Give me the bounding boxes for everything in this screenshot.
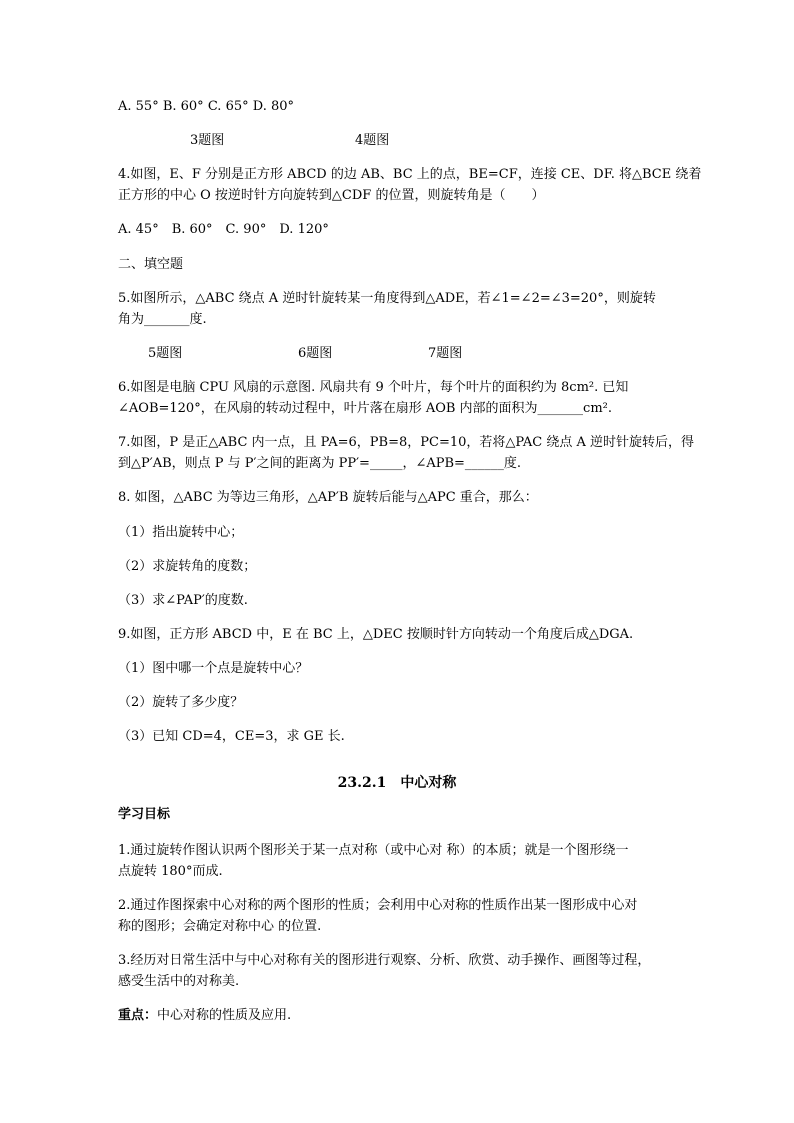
q5-line1: 5.如图所示，△ABC 绕点 A 逆时针旋转某一角度得到△ADE，若∠1=∠2=∠3=20°，则旋转 xyxy=(118,291,656,306)
q7-line1: 7.如图，P 是正△ABC 内一点，且 PA=6，PB=8，PC=10，若将△PAC 绕点 A 逆时针旋转后，得 xyxy=(118,435,695,450)
objective-3-line2: 感受生活中的对称美. xyxy=(118,974,240,989)
q8-sub1: （1）指出旋转中心； xyxy=(118,525,244,540)
key-point xyxy=(118,1007,291,1025)
q4-line1: 4.如图，E、F 分别是正方形 ABCD 的边 AB、BC 上的点，BE=CF，连接 CE、DF. 将△BCE 绕着 xyxy=(118,167,702,182)
objectives-heading: 学习目标 xyxy=(118,807,171,822)
q6-line2: ∠AOB=120°，在风扇的转动过程中，叶片落在扇形 AOB 内部的面积为_______cm². xyxy=(118,401,613,416)
figure-label-7: 7题图 xyxy=(428,346,463,361)
q8-sub3: （3）求∠PAP′的度数. xyxy=(118,593,248,608)
key-point-label: 重点： xyxy=(118,1008,158,1023)
q4-options: A. 45° B. 60° C. 90° D. 120° xyxy=(118,222,329,237)
section-fill-in-heading: 二、填空题 xyxy=(118,257,184,272)
q9-sub2: （2）旋转了多少度？ xyxy=(118,695,244,710)
objective-1-line1: 1.通过旋转作图认识两个图形关于某一点对称（或中心对 称）的本质；就是一个图形绕一 xyxy=(118,843,629,858)
figure-label-6: 6题图 xyxy=(298,346,333,361)
objective-2-line2: 称的图形；会确定对称中心 的位置. xyxy=(118,919,322,934)
objective-3-line1: 3.经历对日常生活中与中心对称有关的图形进行观察、分析、欣赏、动手操作、画图等过程， xyxy=(118,953,651,968)
q6-line1: 6.如图是电脑 CPU 风扇的示意图. 风扇共有 9 个叶片，每个叶片的面积约为 8cm². 已知 xyxy=(118,380,629,395)
objective-1-line2: 点旋转 180°而成. xyxy=(118,864,223,879)
figure-label-3: 3题图 xyxy=(190,133,225,148)
q8-sub2: （2）求旋转角的度数； xyxy=(118,559,257,574)
q8-line1: 8. 如图，△ABC 为等边三角形，△AP′B 旋转后能与△APC 重合，那么： xyxy=(118,490,538,505)
figure-label-4: 4题图 xyxy=(355,133,390,148)
q9-sub1: （1）图中哪一个点是旋转中心？ xyxy=(118,661,309,676)
q9-line1: 9.如图，正方形 ABCD 中，E 在 BC 上，△DEC 按顺时针方向转动一个角度后成△DGA. xyxy=(118,627,634,642)
q9-sub3: （3）已知 CD=4，CE=3，求 GE 长. xyxy=(118,729,345,744)
q4-line2: 正方形的中心 O 按逆时针方向旋转到△CDF 的位置，则旋转角是（ ） xyxy=(118,188,545,203)
figure-label-5: 5题图 xyxy=(148,346,183,361)
objective-2-line1: 2.通过作图探索中心对称的两个图形的性质；会利用中心对称的性质作出某一图形成中心对 xyxy=(118,898,638,913)
key-point-text: 中心对称的性质及应用. xyxy=(157,1008,292,1023)
q7-line2: 到△P′AB，则点 P 与 P′之间的距离为 PP′=_____，∠APB=______度. xyxy=(118,456,522,471)
q5-line2: 角为_______度. xyxy=(118,312,207,327)
section-title: 23.2.1 中心对称 xyxy=(337,775,457,791)
q3-options: A. 55° B. 60° C. 65° D. 80° xyxy=(118,99,295,114)
